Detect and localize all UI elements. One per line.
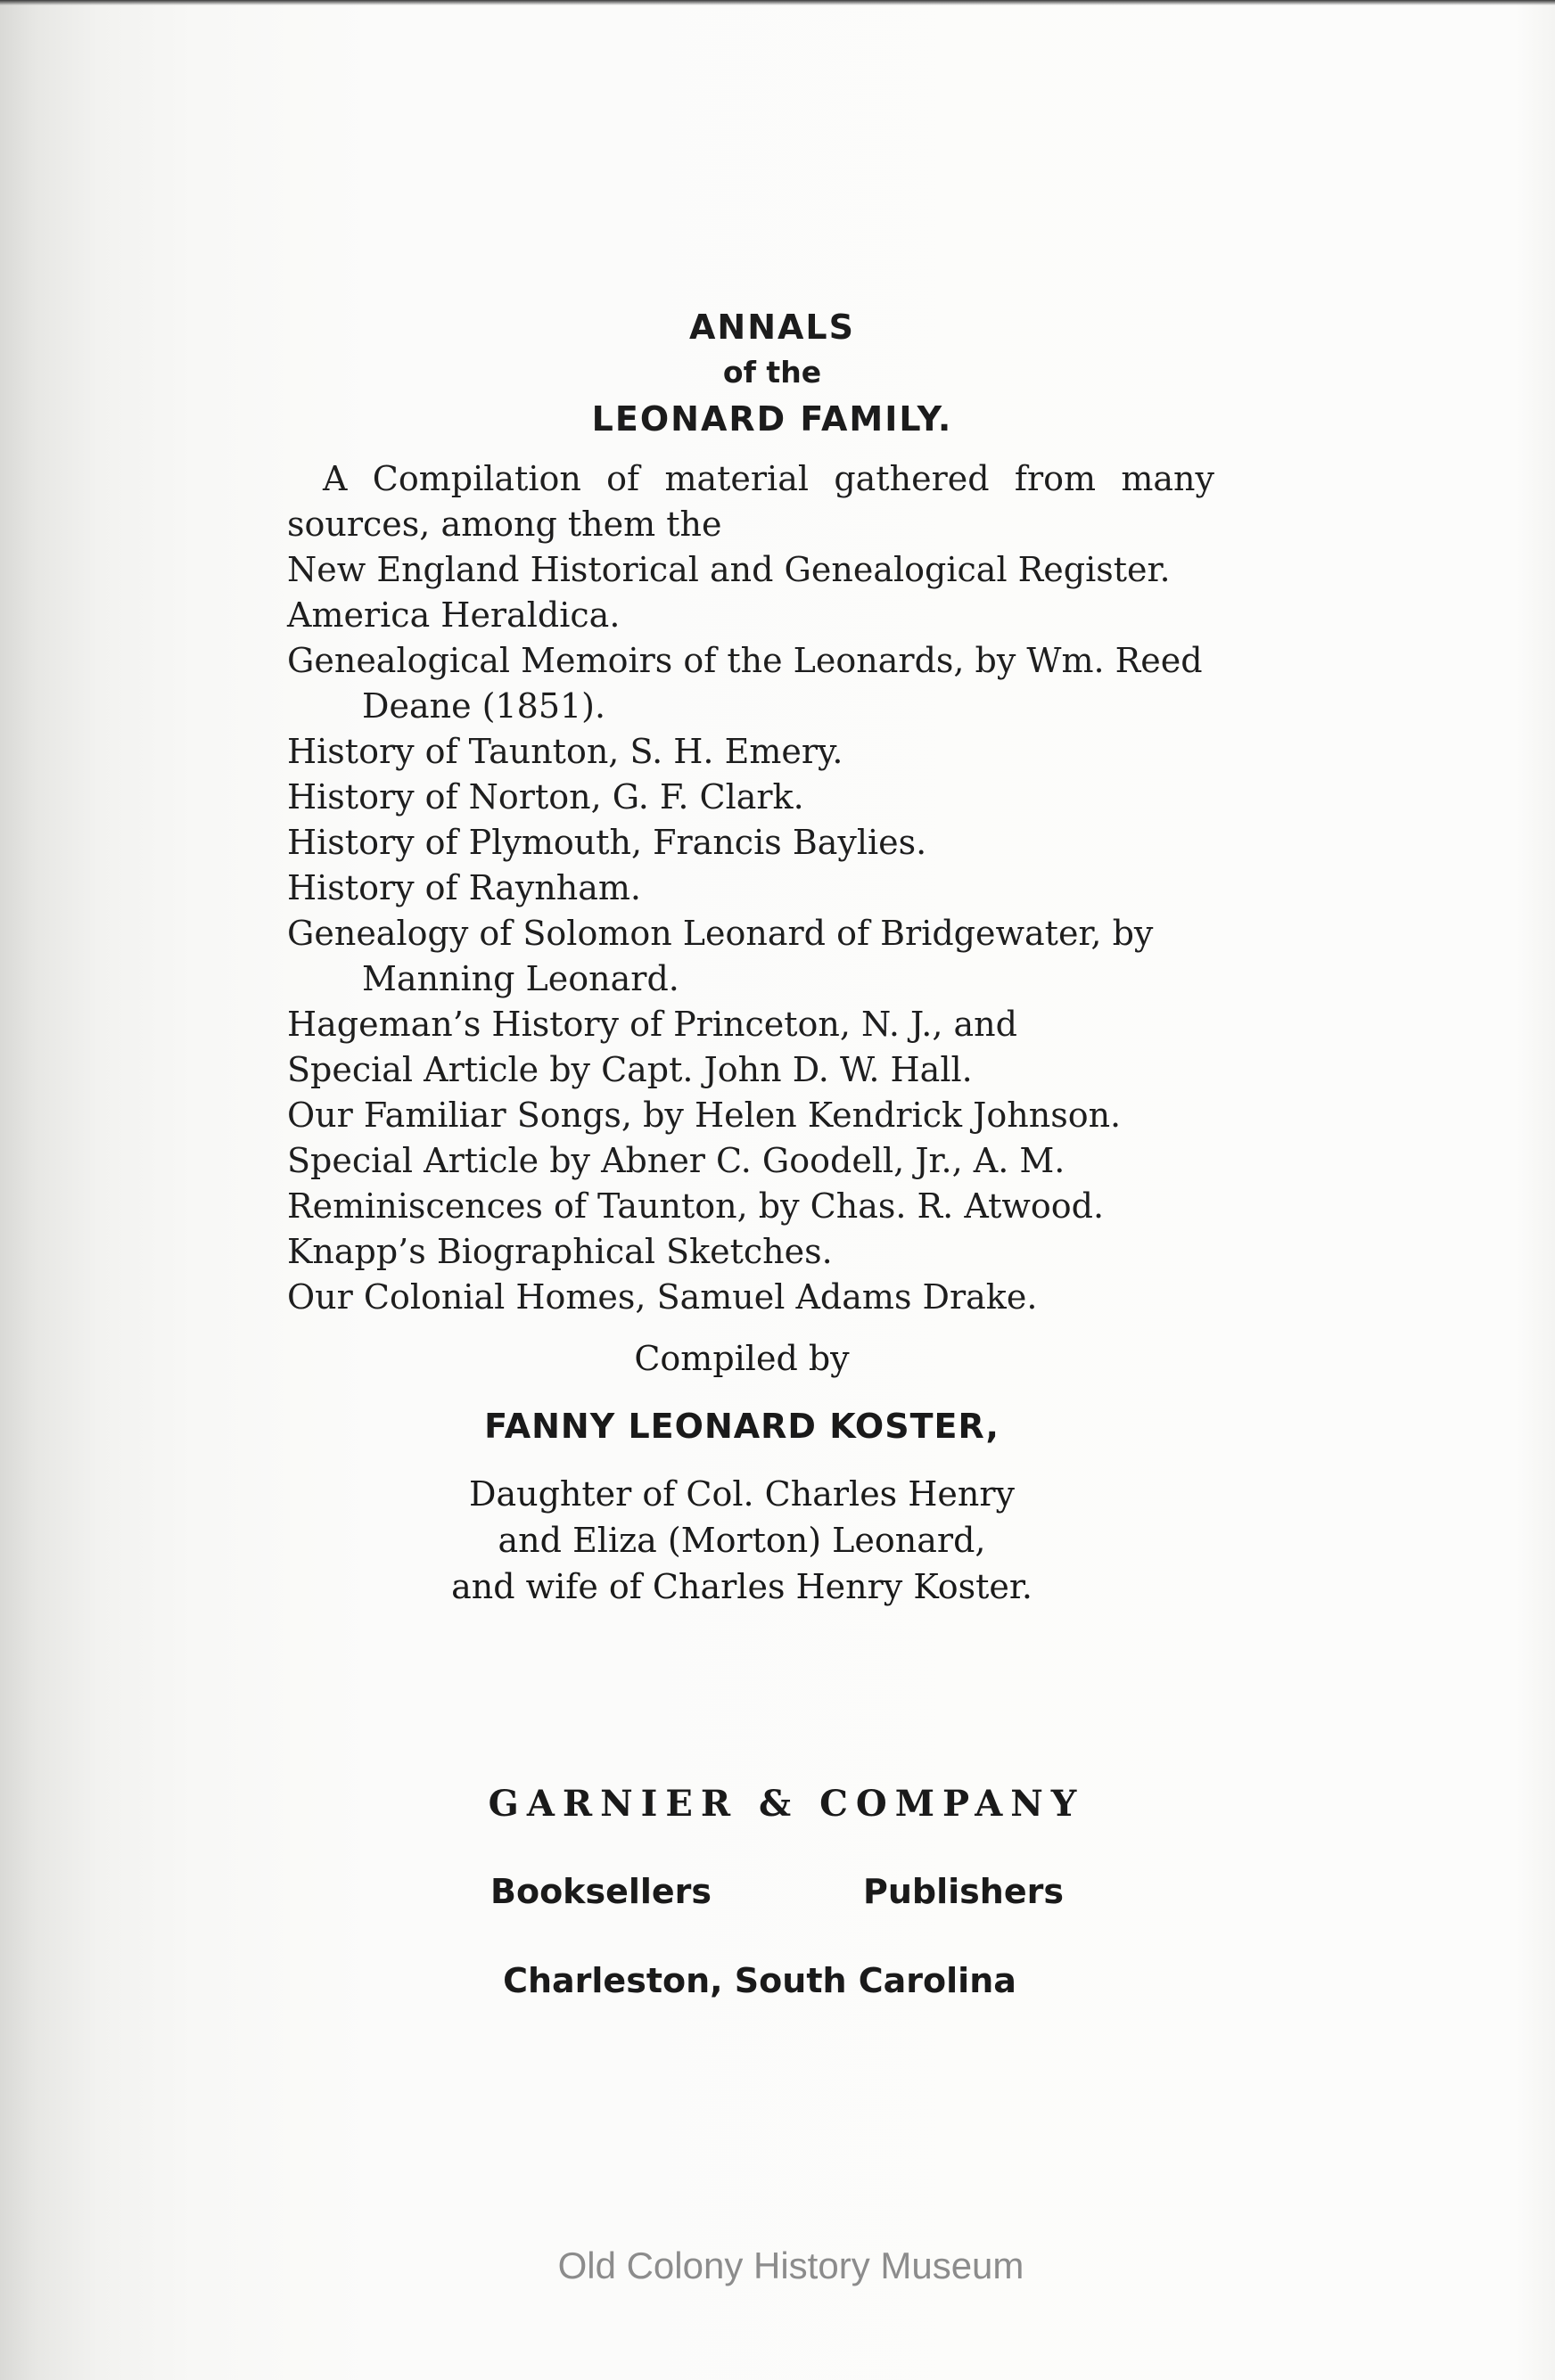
source-item: History of Raynham. bbox=[287, 868, 641, 907]
intro-line-1: A Compilation of material gathered from many bbox=[323, 459, 1214, 498]
compiler-description bbox=[0, 1471, 1519, 1610]
source-item: Special Article by Capt. John D. W. Hall. bbox=[287, 1050, 973, 1089]
source-item: Special Article by Abner C. Goodell, Jr., A. M. bbox=[287, 1141, 1065, 1180]
source-item: History of Plymouth, Francis Baylies. bbox=[287, 823, 927, 862]
publisher-trade-booksellers: Booksellers bbox=[490, 1872, 712, 1911]
publisher-name: GARNIER & COMPANY bbox=[488, 1783, 1085, 1825]
source-item: Our Colonial Homes, Samuel Adams Drake. bbox=[287, 1277, 1038, 1317]
page-top-edge bbox=[0, 0, 1555, 5]
source-item: Knapp’s Biographical Sketches. bbox=[287, 1232, 833, 1271]
title-of-the: of the bbox=[722, 355, 822, 390]
title-annals: ANNALS bbox=[688, 308, 855, 347]
compiler-name: FANNY LEONARD KOSTER, bbox=[484, 1407, 1000, 1446]
source-item: America Heraldica. bbox=[287, 595, 621, 635]
compiler-description-line: Daughter of Col. Charles Henry bbox=[468, 1474, 1015, 1514]
compiled-by-label: Compiled by bbox=[634, 1339, 850, 1378]
title-leonard-family: LEONARD FAMILY. bbox=[591, 399, 953, 439]
sources-list bbox=[287, 547, 1223, 1320]
source-item: History of Norton, G. F. Clark. bbox=[287, 777, 804, 817]
source-item: Reminiscences of Taunton, by Chas. R. Atwood. bbox=[287, 1186, 1105, 1226]
intro-line-2: sources, among them the bbox=[287, 505, 722, 544]
museum-watermark: Old Colony History Museum bbox=[557, 2245, 1024, 2286]
source-item: History of Taunton, S. H. Emery. bbox=[287, 732, 843, 771]
intro-paragraph bbox=[287, 456, 1214, 547]
source-item: Genealogical Memoirs of the Leonards, by Wm. Reed Deane (1851). bbox=[287, 641, 1203, 726]
source-item: Our Familiar Songs, by Helen Kendrick Johnson. bbox=[287, 1096, 1122, 1135]
publisher-location: Charleston, South Carolina bbox=[503, 1961, 1016, 2000]
compiler-description-line: and wife of Charles Henry Koster. bbox=[451, 1567, 1033, 1606]
publisher-trade-publishers: Publishers bbox=[863, 1872, 1064, 1911]
source-item: Hageman’s History of Princeton, N. J., and bbox=[287, 1005, 1017, 1044]
source-item: Genealogy of Solomon Leonard of Bridgewater, by Manning Leonard. bbox=[287, 914, 1154, 998]
compiler-description-line: and Eliza (Morton) Leonard, bbox=[498, 1521, 986, 1560]
source-item: New England Historical and Genealogical Register. bbox=[287, 550, 1171, 589]
